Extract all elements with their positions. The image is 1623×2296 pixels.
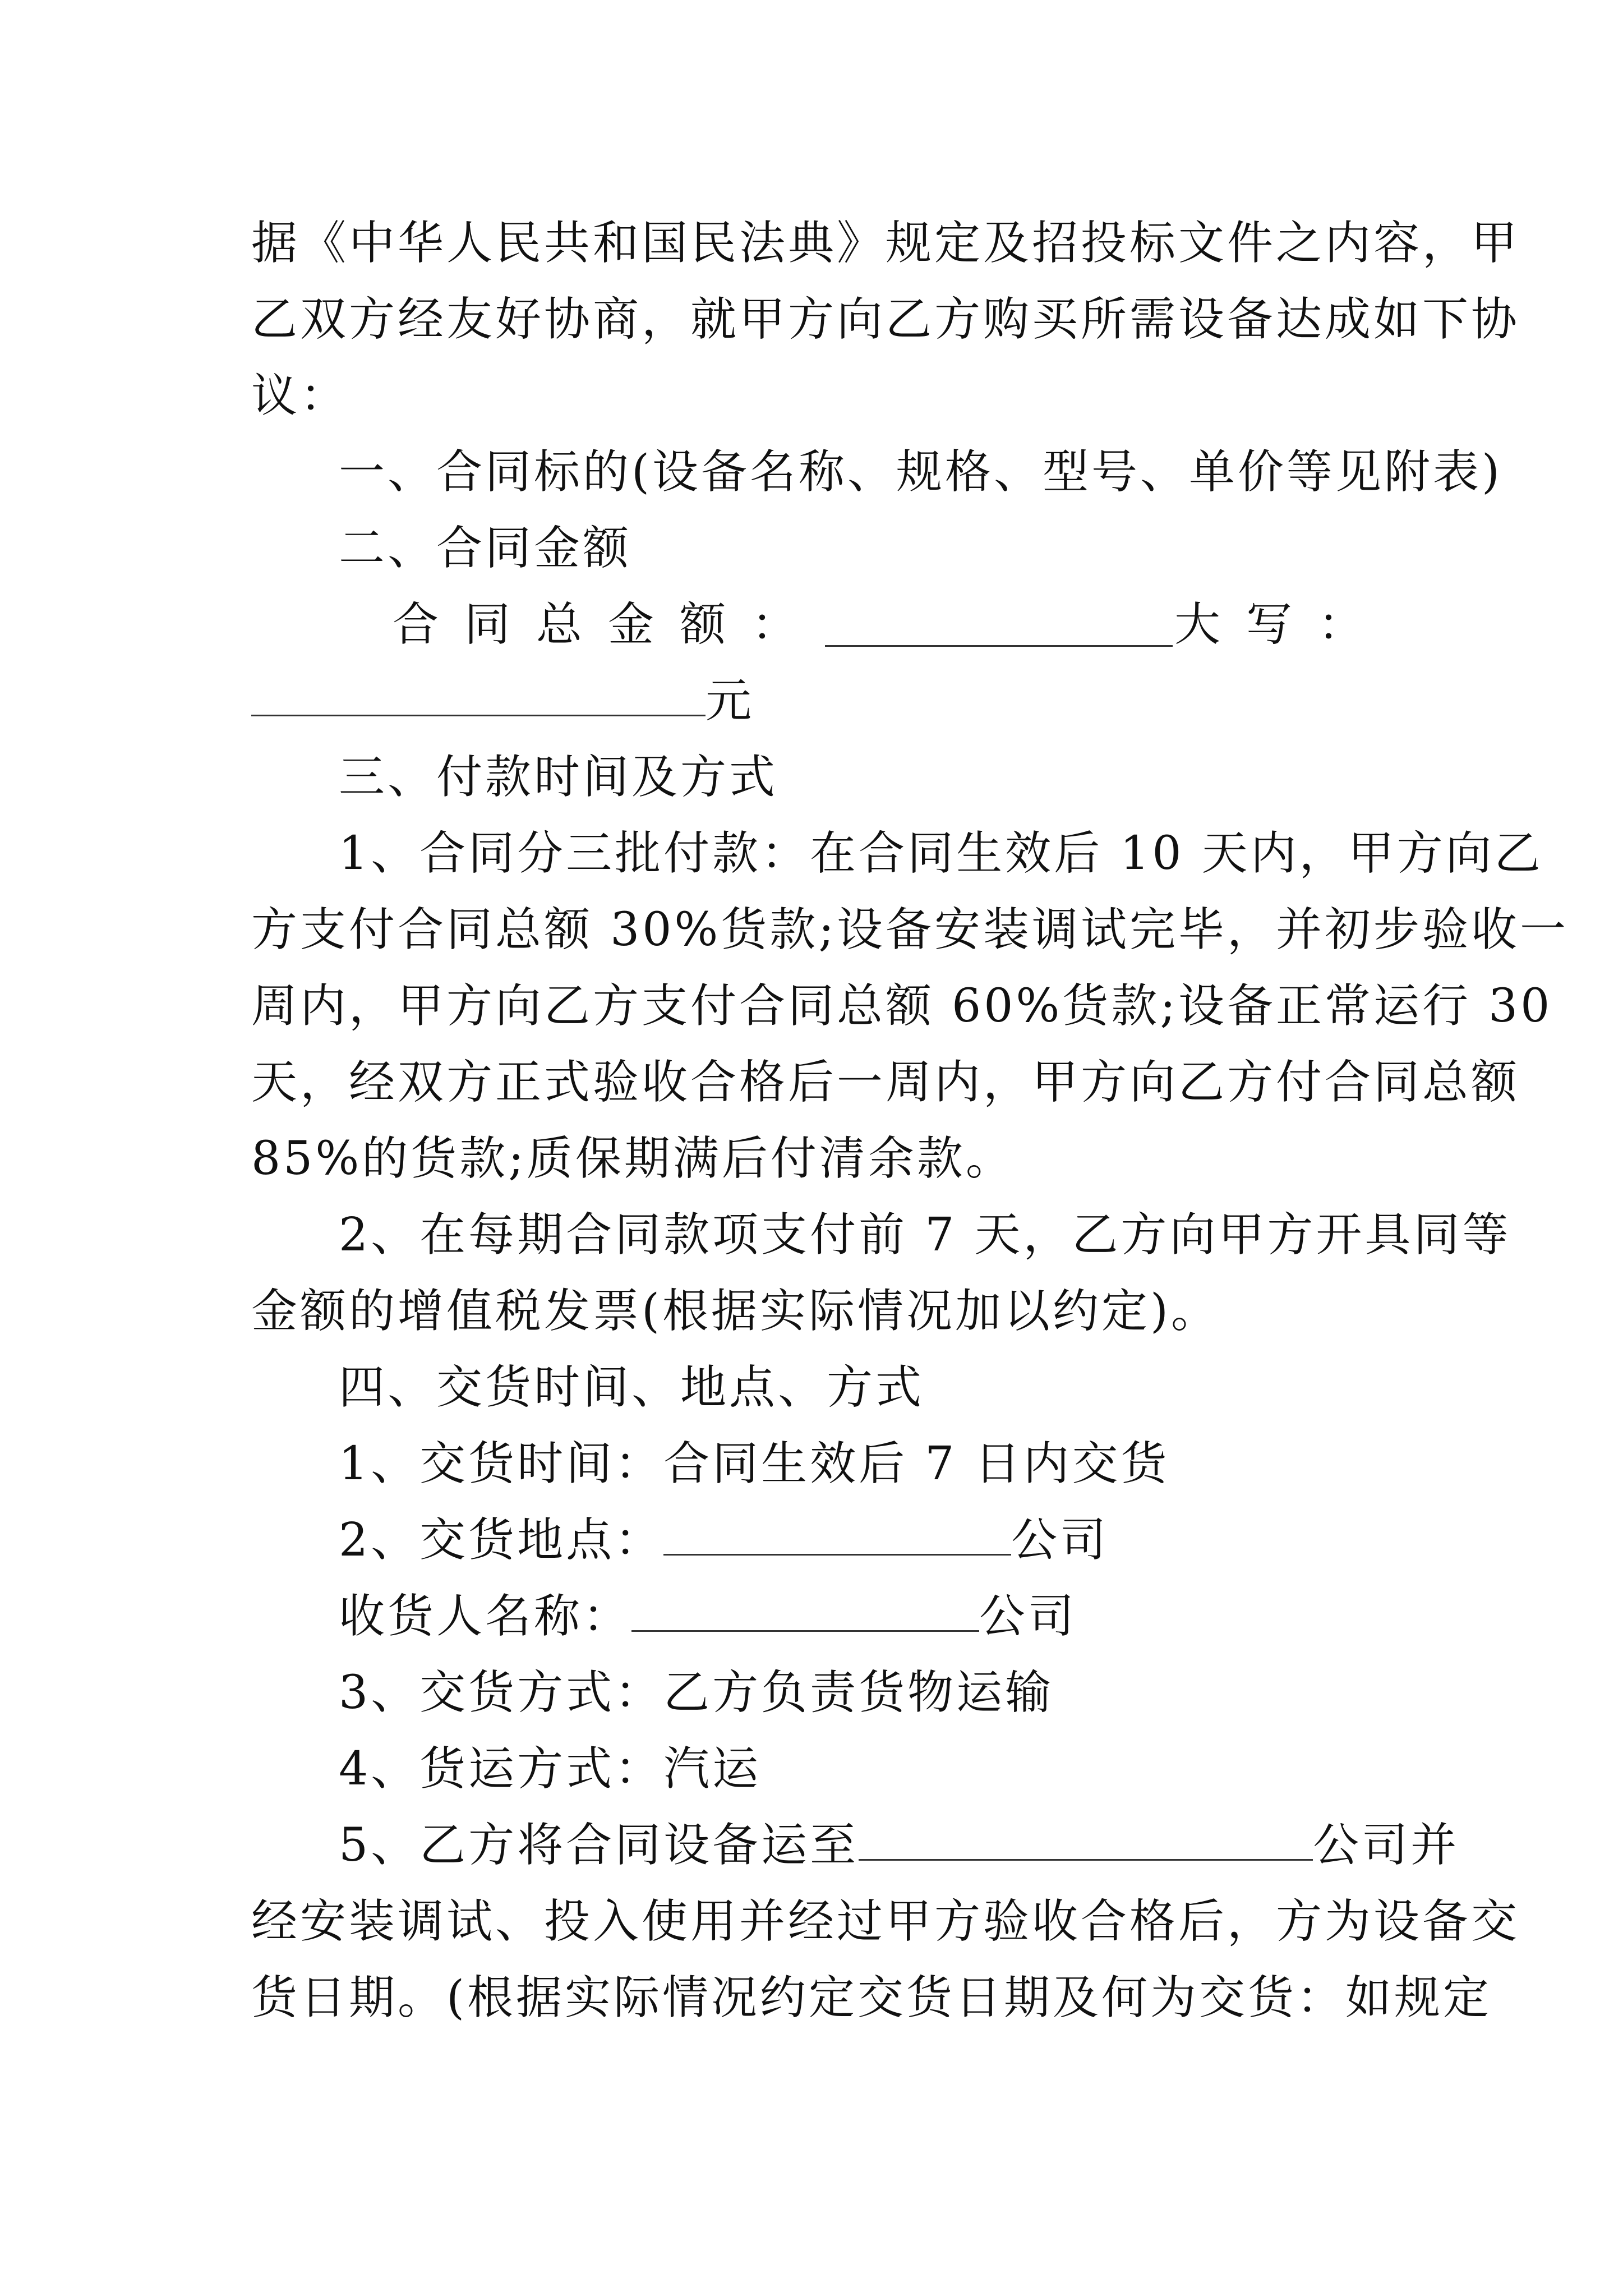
delivery-5-suffix: 公司并	[1313, 1819, 1460, 1872]
total-amount-label: 合同总金额：	[393, 598, 824, 651]
delivery-place-blank[interactable]	[663, 1512, 1011, 1556]
section-1-heading: 一、合同标的(设备名称、规格、型号、单价等见附表)	[339, 445, 1502, 499]
delivery-5-prefix: 5、乙方将合同设备运至	[339, 1819, 859, 1872]
delivery-place-company: 公司	[1011, 1513, 1109, 1567]
total-amount-blank[interactable]	[825, 604, 1173, 647]
intro-line-3: 议：	[251, 369, 349, 422]
payment-1-line-4: 天，经双方正式验收合格后一周内，甲方向乙方付合同总额	[251, 1056, 1520, 1109]
consignee-line	[339, 1589, 1390, 1645]
shipping-method: 4、货运方式：汽运	[339, 1742, 762, 1796]
delivery-5-line-3: 货日期。(根据实际情况约定交货日期及何为交货：如规定	[251, 1971, 1492, 2024]
amount-caps-blank[interactable]	[251, 673, 706, 716]
delivery-method: 3、交货方式：乙方负责货物运输	[339, 1666, 1054, 1719]
yuan-label: 元	[706, 674, 755, 728]
payment-1-line-3: 周内，甲方向乙方支付合同总额 60%货款;设备正常运行 30	[251, 979, 1553, 1033]
consignee-blank[interactable]	[631, 1589, 979, 1632]
amount-caps-label: 大写：	[1174, 598, 1390, 651]
delivery-5-line-2: 经安装调试、投入使用并经过甲方验收合格后，方为设备交	[251, 1895, 1520, 1948]
payment-2-line-1: 2、在每期合同款项支付前 7 天，乙方向甲方开具同等	[339, 1208, 1511, 1262]
intro-line-1: 据《中华人民共和国民法典》规定及招投标文件之内容，甲	[251, 217, 1520, 270]
payment-1-line-2: 方支付合同总额 30%货款;设备安装调试完毕，并初步验收一	[251, 903, 1569, 956]
payment-1-line-1: 1、合同分三批付款：在合同生效后 10 天内，甲方向乙	[339, 827, 1543, 880]
section-4-heading: 四、交货时间、地点、方式	[339, 1361, 925, 1414]
delivery-place-label: 2、交货地点：	[339, 1513, 664, 1567]
delivery-5-line-1	[339, 1818, 1460, 1874]
total-amount-row	[393, 597, 1390, 653]
delivery-place-line	[339, 1512, 1390, 1568]
section-3-heading: 三、付款时间及方式	[339, 751, 778, 804]
delivery-time: 1、交货时间：合同生效后 7 日内交货	[339, 1437, 1170, 1490]
section-2-heading: 二、合同金额	[339, 522, 632, 575]
consignee-label: 收货人名称：	[339, 1590, 632, 1643]
consignee-company: 公司	[979, 1590, 1077, 1643]
payment-1-line-5: 85%的货款;质保期满后付清余款。	[251, 1132, 1015, 1185]
payment-2-line-2: 金额的增值税发票(根据实际情况加以约定)。	[251, 1285, 1220, 1338]
intro-line-2: 乙双方经友好协商，就甲方向乙方购买所需设备达成如下协	[251, 293, 1520, 346]
delivery-destination-blank[interactable]	[859, 1818, 1313, 1861]
amount-caps-line	[251, 673, 1390, 729]
